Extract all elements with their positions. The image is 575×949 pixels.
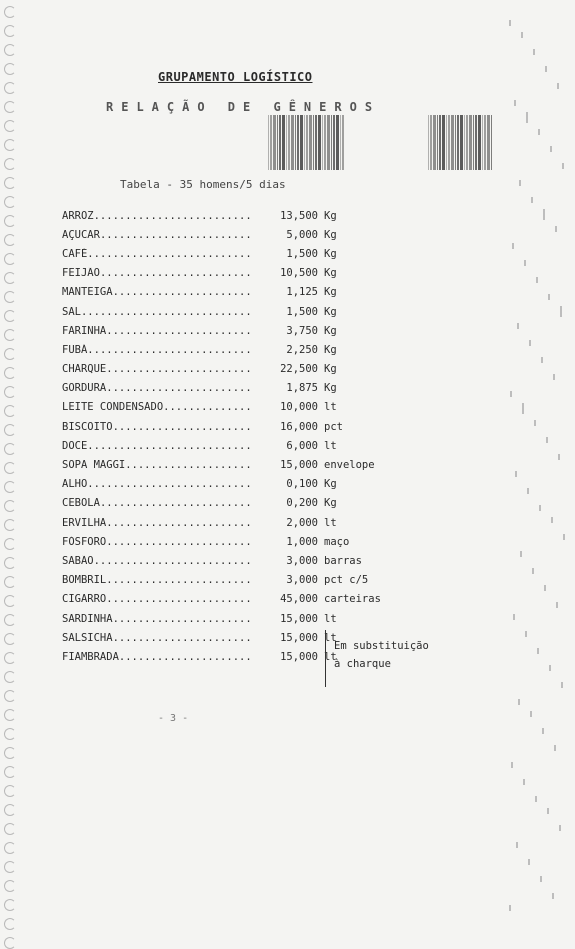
speck: [556, 602, 558, 608]
item-row: [62, 225, 444, 244]
item-unit: Kg: [324, 267, 337, 280]
item-quantity: 3,000: [286, 574, 318, 587]
perforation-hole: [4, 614, 16, 626]
speck: [526, 112, 528, 118]
item-quantity: 0,200: [286, 497, 318, 510]
scan-bar: [270, 115, 272, 170]
speck: [517, 323, 519, 329]
item-quantity: 1,500: [286, 305, 318, 318]
perforation-hole: [4, 443, 16, 455]
speck: [561, 682, 563, 688]
item-row: [62, 321, 444, 340]
perforation-hole: [4, 747, 16, 759]
speck: [540, 876, 542, 882]
scan-bar: [322, 115, 323, 170]
perforation-hole: [4, 728, 16, 740]
item-unit: pct c/5: [324, 574, 369, 587]
perforation-hole: [4, 158, 16, 170]
scan-bar: [466, 115, 468, 170]
perforation-hole: [4, 595, 16, 607]
item-name: SAL...........................: [62, 305, 252, 318]
document-title: GRUPAMENTO LOGÍSTICO: [158, 70, 313, 84]
speck: [541, 357, 543, 363]
page-mark: - 3 -: [158, 713, 189, 724]
speck: [545, 66, 547, 72]
item-name: CAFÉ..........................: [62, 247, 252, 260]
items-list: [62, 206, 444, 667]
perforation-hole: [4, 424, 16, 436]
speck: [559, 825, 561, 831]
perforation-hole: [4, 310, 16, 322]
perforation-hole: [4, 804, 16, 816]
speck: [542, 728, 544, 734]
scan-bar: [451, 115, 454, 170]
speck: [516, 842, 518, 848]
item-row: [62, 609, 444, 628]
scan-bar: [288, 115, 290, 170]
scan-bar: [428, 115, 429, 170]
perforation-hole: [4, 823, 16, 835]
item-quantity: 45,000: [280, 593, 318, 606]
scan-bar: [430, 115, 432, 170]
item-row: [62, 398, 444, 417]
scan-bar: [331, 115, 332, 170]
perforation-hole: [4, 462, 16, 474]
speck: [509, 20, 511, 26]
perforation-hole: [4, 291, 16, 303]
item-unit: lt: [324, 650, 337, 663]
item-quantity: 10,000: [280, 401, 318, 414]
scan-bar: [273, 115, 276, 170]
scan-bar: [473, 115, 474, 170]
scan-bar: [309, 115, 312, 170]
item-row: [62, 571, 444, 590]
speck: [549, 665, 551, 671]
speck: [539, 505, 541, 511]
item-name: FEIJÃO........................: [62, 267, 252, 280]
perforation-strip: [4, 0, 18, 947]
item-name: BISCOITO......................: [62, 420, 252, 433]
scan-bar: [306, 115, 308, 170]
scan-bar: [442, 115, 445, 170]
scan-bar: [446, 115, 447, 170]
speck: [529, 340, 531, 346]
item-name: GORDURA.......................: [62, 382, 252, 395]
speck: [550, 146, 552, 152]
speck: [518, 699, 520, 705]
item-name: ALHO..........................: [62, 478, 252, 491]
item-name: MANTEIGA......................: [62, 286, 252, 299]
scan-bar: [295, 115, 296, 170]
speck: [554, 745, 556, 751]
item-row: [62, 244, 444, 263]
perforation-hole: [4, 101, 16, 113]
perforation-hole: [4, 861, 16, 873]
item-name: DOCE..........................: [62, 439, 252, 452]
item-quantity: 2,250: [286, 343, 318, 356]
scan-bar: [491, 115, 492, 170]
item-quantity: 15,000: [280, 650, 318, 663]
speck: [552, 893, 554, 899]
scan-bar: [282, 115, 285, 170]
item-name: SOPA MAGGI....................: [62, 459, 252, 472]
item-name: FIAMBRADA.....................: [62, 650, 252, 663]
item-quantity: 15,000: [280, 612, 318, 625]
item-row: [62, 302, 444, 321]
scan-noise: [509, 20, 569, 920]
perforation-hole: [4, 25, 16, 37]
scan-bar: [340, 115, 341, 170]
speck: [523, 779, 525, 785]
scan-bar: [433, 115, 436, 170]
item-row: [62, 206, 444, 225]
scan-bar: [304, 115, 305, 170]
item-quantity: 22,500: [280, 363, 318, 376]
scan-bar: [333, 115, 335, 170]
item-name: FARINHA.......................: [62, 324, 252, 337]
perforation-hole: [4, 690, 16, 702]
item-row: [62, 494, 444, 513]
item-unit: maço: [324, 535, 350, 548]
perforation-hole: [4, 709, 16, 721]
item-quantity: 15,000: [280, 631, 318, 644]
speck: [509, 905, 511, 911]
item-unit: Kg: [324, 286, 337, 299]
speck: [562, 163, 564, 169]
item-row: [62, 340, 444, 359]
perforation-hole: [4, 671, 16, 683]
item-name: BOMBRIL.......................: [62, 574, 252, 587]
scan-artifact-bars-right: [428, 115, 492, 170]
item-name: SARDINHA......................: [62, 612, 252, 625]
perforation-hole: [4, 6, 16, 18]
speck: [534, 420, 536, 426]
item-row: [62, 360, 444, 379]
item-row: [62, 590, 444, 609]
scan-artifact-bars-left: [268, 115, 344, 170]
item-unit: Kg: [324, 305, 337, 318]
item-name: FUBÁ..........................: [62, 343, 252, 356]
perforation-hole: [4, 785, 16, 797]
speck: [536, 277, 538, 283]
speck: [547, 808, 549, 814]
scan-bar: [286, 115, 287, 170]
speck: [519, 180, 521, 186]
speck: [553, 374, 555, 380]
scan-bar: [277, 115, 278, 170]
item-unit: Kg: [324, 497, 337, 510]
item-quantity: 1,875: [286, 382, 318, 395]
item-row: [62, 455, 444, 474]
perforation-hole: [4, 139, 16, 151]
speck: [524, 260, 526, 266]
speck: [525, 631, 527, 637]
speck: [563, 534, 565, 540]
item-row: [62, 551, 444, 570]
scan-bar: [484, 115, 486, 170]
perforation-hole: [4, 196, 16, 208]
scan-bar: [300, 115, 303, 170]
speck: [512, 243, 514, 249]
perforation-hole: [4, 500, 16, 512]
perforation-hole: [4, 272, 16, 284]
item-name: LEITE CONDENSADO..............: [62, 401, 252, 414]
item-quantity: 2,000: [286, 516, 318, 529]
item-unit: Kg: [324, 363, 337, 376]
bracket: [325, 630, 332, 687]
speck: [532, 568, 534, 574]
speck: [544, 585, 546, 591]
item-quantity: 15,000: [280, 459, 318, 472]
scan-bar: [478, 115, 481, 170]
item-unit: lt: [324, 401, 337, 414]
speck: [548, 294, 550, 300]
table-title: Tabela - 35 homens/5 dias: [120, 178, 286, 191]
perforation-hole: [4, 633, 16, 645]
scan-bar: [469, 115, 472, 170]
item-quantity: 0,100: [286, 478, 318, 491]
perforation-hole: [4, 766, 16, 778]
perforation-hole: [4, 386, 16, 398]
item-name: CEBOLA........................: [62, 497, 252, 510]
perforation-hole: [4, 576, 16, 588]
scan-bar: [455, 115, 456, 170]
perforation-hole: [4, 652, 16, 664]
item-unit: lt: [324, 612, 337, 625]
item-row: [62, 417, 444, 436]
item-name: FÓSFORO.......................: [62, 535, 252, 548]
perforation-hole: [4, 215, 16, 227]
scan-bar: [336, 115, 339, 170]
scan-bar: [313, 115, 314, 170]
item-quantity: 10,500: [280, 267, 318, 280]
item-row: [62, 513, 444, 532]
scan-bar: [457, 115, 459, 170]
scan-bar: [268, 115, 269, 170]
scan-bar: [279, 115, 281, 170]
speck: [546, 437, 548, 443]
item-name: CHARQUE.......................: [62, 363, 252, 376]
item-unit: envelope: [324, 459, 375, 472]
speck: [520, 551, 522, 557]
speck: [558, 454, 560, 460]
item-quantity: 16,000: [280, 420, 318, 433]
perforation-hole: [4, 538, 16, 550]
item-unit: carteiras: [324, 593, 381, 606]
perforation-hole: [4, 937, 16, 949]
item-unit: Kg: [324, 382, 337, 395]
speck: [527, 488, 529, 494]
perforation-hole: [4, 367, 16, 379]
speck: [557, 83, 559, 89]
perforation-hole: [4, 329, 16, 341]
scan-bar: [487, 115, 490, 170]
item-unit: barras: [324, 554, 362, 567]
speck: [531, 197, 533, 203]
item-name: ERVILHA.......................: [62, 516, 252, 529]
perforation-hole: [4, 405, 16, 417]
speck: [510, 391, 512, 397]
item-row: [62, 532, 444, 551]
perforation-hole: [4, 880, 16, 892]
item-quantity: 13,500: [280, 209, 318, 222]
item-row: [62, 436, 444, 455]
scan-bar: [475, 115, 477, 170]
speck: [514, 100, 516, 106]
scan-bar: [482, 115, 483, 170]
item-name: CIGARRO.......................: [62, 593, 252, 606]
item-unit: Kg: [324, 324, 337, 337]
item-row: [62, 264, 444, 283]
item-unit: Kg: [324, 228, 337, 241]
item-unit: lt: [324, 631, 337, 644]
speck: [513, 614, 515, 620]
item-quantity: 5,000: [286, 228, 318, 241]
item-row: [62, 379, 444, 398]
speck: [533, 49, 535, 55]
perforation-hole: [4, 842, 16, 854]
item-unit: Kg: [324, 478, 337, 491]
scan-bar: [437, 115, 438, 170]
item-quantity: 6,000: [286, 439, 318, 452]
item-row: [62, 283, 444, 302]
item-unit: lt: [324, 516, 337, 529]
note-line-1: Em substituição: [334, 640, 429, 652]
item-unit: Kg: [324, 209, 337, 222]
perforation-hole: [4, 481, 16, 493]
perforation-hole: [4, 253, 16, 265]
scan-bar: [318, 115, 321, 170]
perforation-hole: [4, 120, 16, 132]
item-unit: lt: [324, 439, 337, 452]
perforation-hole: [4, 44, 16, 56]
item-row: [62, 475, 444, 494]
perforation-hole: [4, 519, 16, 531]
scan-bar: [439, 115, 441, 170]
speck: [551, 517, 553, 523]
scan-bar: [464, 115, 465, 170]
speck: [555, 226, 557, 232]
speck: [511, 762, 513, 768]
scan-bar: [324, 115, 326, 170]
speck: [535, 796, 537, 802]
item-quantity: 1,000: [286, 535, 318, 548]
document-subtitle: RELAÇÃO DE GÊNEROS: [106, 100, 381, 114]
perforation-hole: [4, 557, 16, 569]
perforation-hole: [4, 63, 16, 75]
speck: [521, 32, 523, 38]
item-quantity: 1,500: [286, 247, 318, 260]
speck: [537, 648, 539, 654]
scan-bar: [291, 115, 294, 170]
item-quantity: 3,750: [286, 324, 318, 337]
item-name: SABÃO.........................: [62, 554, 252, 567]
scan-bar: [342, 115, 344, 170]
perforation-hole: [4, 918, 16, 930]
item-unit: pct: [324, 420, 343, 433]
item-unit: Kg: [324, 247, 337, 260]
item-name: SALSICHA......................: [62, 631, 252, 644]
item-name: ARROZ.........................: [62, 209, 252, 222]
perforation-hole: [4, 348, 16, 360]
speck: [538, 129, 540, 135]
perforation-hole: [4, 234, 16, 246]
item-quantity: 1,125: [286, 286, 318, 299]
speck: [515, 471, 517, 477]
item-quantity: 3,000: [286, 554, 318, 567]
scan-bar: [327, 115, 330, 170]
speck: [522, 403, 524, 409]
item-name: AÇUCAR........................: [62, 228, 252, 241]
scan-bar: [297, 115, 299, 170]
speck: [543, 209, 545, 215]
scan-bar: [315, 115, 317, 170]
scan-bar: [448, 115, 450, 170]
item-unit: Kg: [324, 343, 337, 356]
note-line-2: à charque: [334, 658, 391, 670]
perforation-hole: [4, 177, 16, 189]
perforation-hole: [4, 899, 16, 911]
speck: [560, 306, 562, 312]
perforation-hole: [4, 82, 16, 94]
speck: [530, 711, 532, 717]
substitution-note: [334, 637, 429, 673]
scan-bar: [460, 115, 463, 170]
speck: [528, 859, 530, 865]
